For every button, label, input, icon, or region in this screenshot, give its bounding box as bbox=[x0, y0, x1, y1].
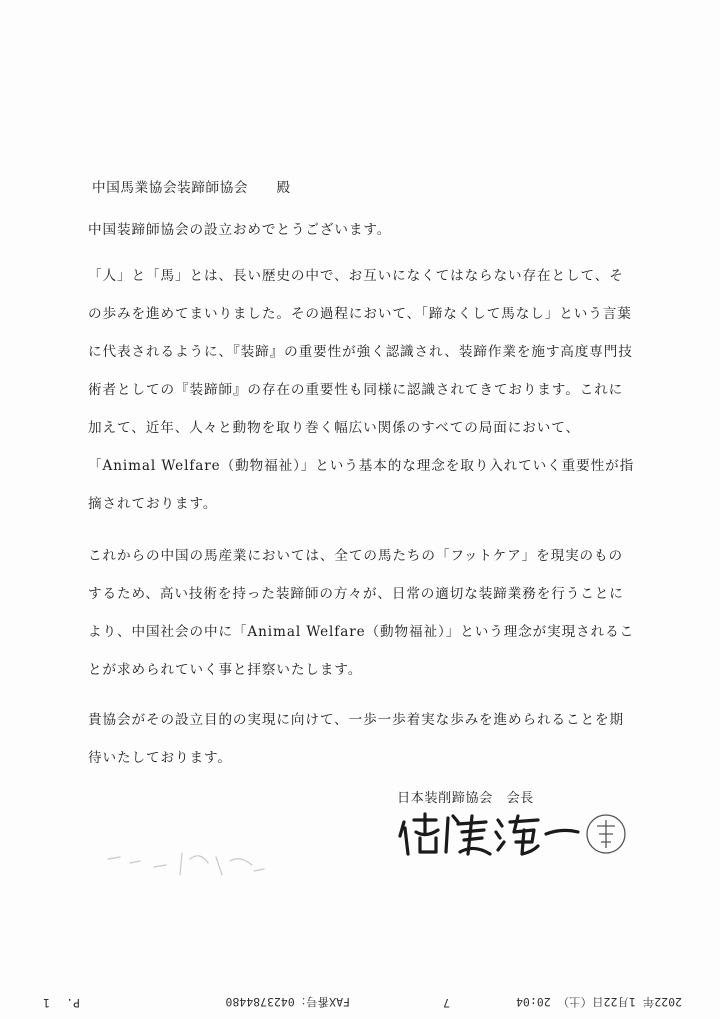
fax-page-number: 1 bbox=[43, 996, 50, 1010]
fax-header-line bbox=[30, 988, 690, 1010]
fax-code: 7 bbox=[443, 996, 450, 1010]
handwritten-signature-with-seal bbox=[398, 808, 628, 860]
letter-paragraph-4: 貴協会がその設立目的の実現に向けて、一歩一歩着実な歩みを進められることを期待いたしております。 bbox=[88, 712, 624, 766]
signer-title: 日本装削蹄協会 会長 bbox=[397, 791, 534, 806]
fax-number: FAX番号：0423784480 bbox=[225, 995, 350, 1009]
faint-scan-artifact bbox=[104, 845, 274, 885]
letter-paragraph-2: 「人」と「馬」とは、長い歴史の中で、お互いになくてはならない存在として、その歩みを進めてまいりました。その過程において、「蹄なくして馬なし」という言葉に代表されるように、『装蹄』の重要性が強く認識され、装蹄作業を施す高度専門技術者としての『装蹄師』の存在の重要性も同様に認識されてきております。これに加えて、近年、人々と動物を取り巻く幅広い関係のすべての局面において、「Animal Welfare（動物福祉）」という基本的な理念を取り入れていく重要性が指摘されております。 bbox=[88, 268, 635, 512]
letter-addressee: 中国馬業協会装蹄師協会 殿 bbox=[92, 180, 291, 196]
fax-page-marker: P. bbox=[66, 996, 80, 1010]
letter-paragraph-1: 中国装蹄師協会の設立おめでとうございます。 bbox=[88, 222, 392, 238]
letter-paragraph-3: これからの中国の馬産業においては、全ての馬たちの「フットケア」を現実のものするため、高い技術を持った装蹄師の方々が、日常の適切な装蹄業務を行うことにより、中国社会の中に「Animal Welfare（動物福祉）」という理念が実現されることが求められていく事と拝察いたします。 bbox=[88, 548, 635, 678]
fax-datetime: 2022年 1月22日（土） 20:04 bbox=[516, 995, 682, 1009]
